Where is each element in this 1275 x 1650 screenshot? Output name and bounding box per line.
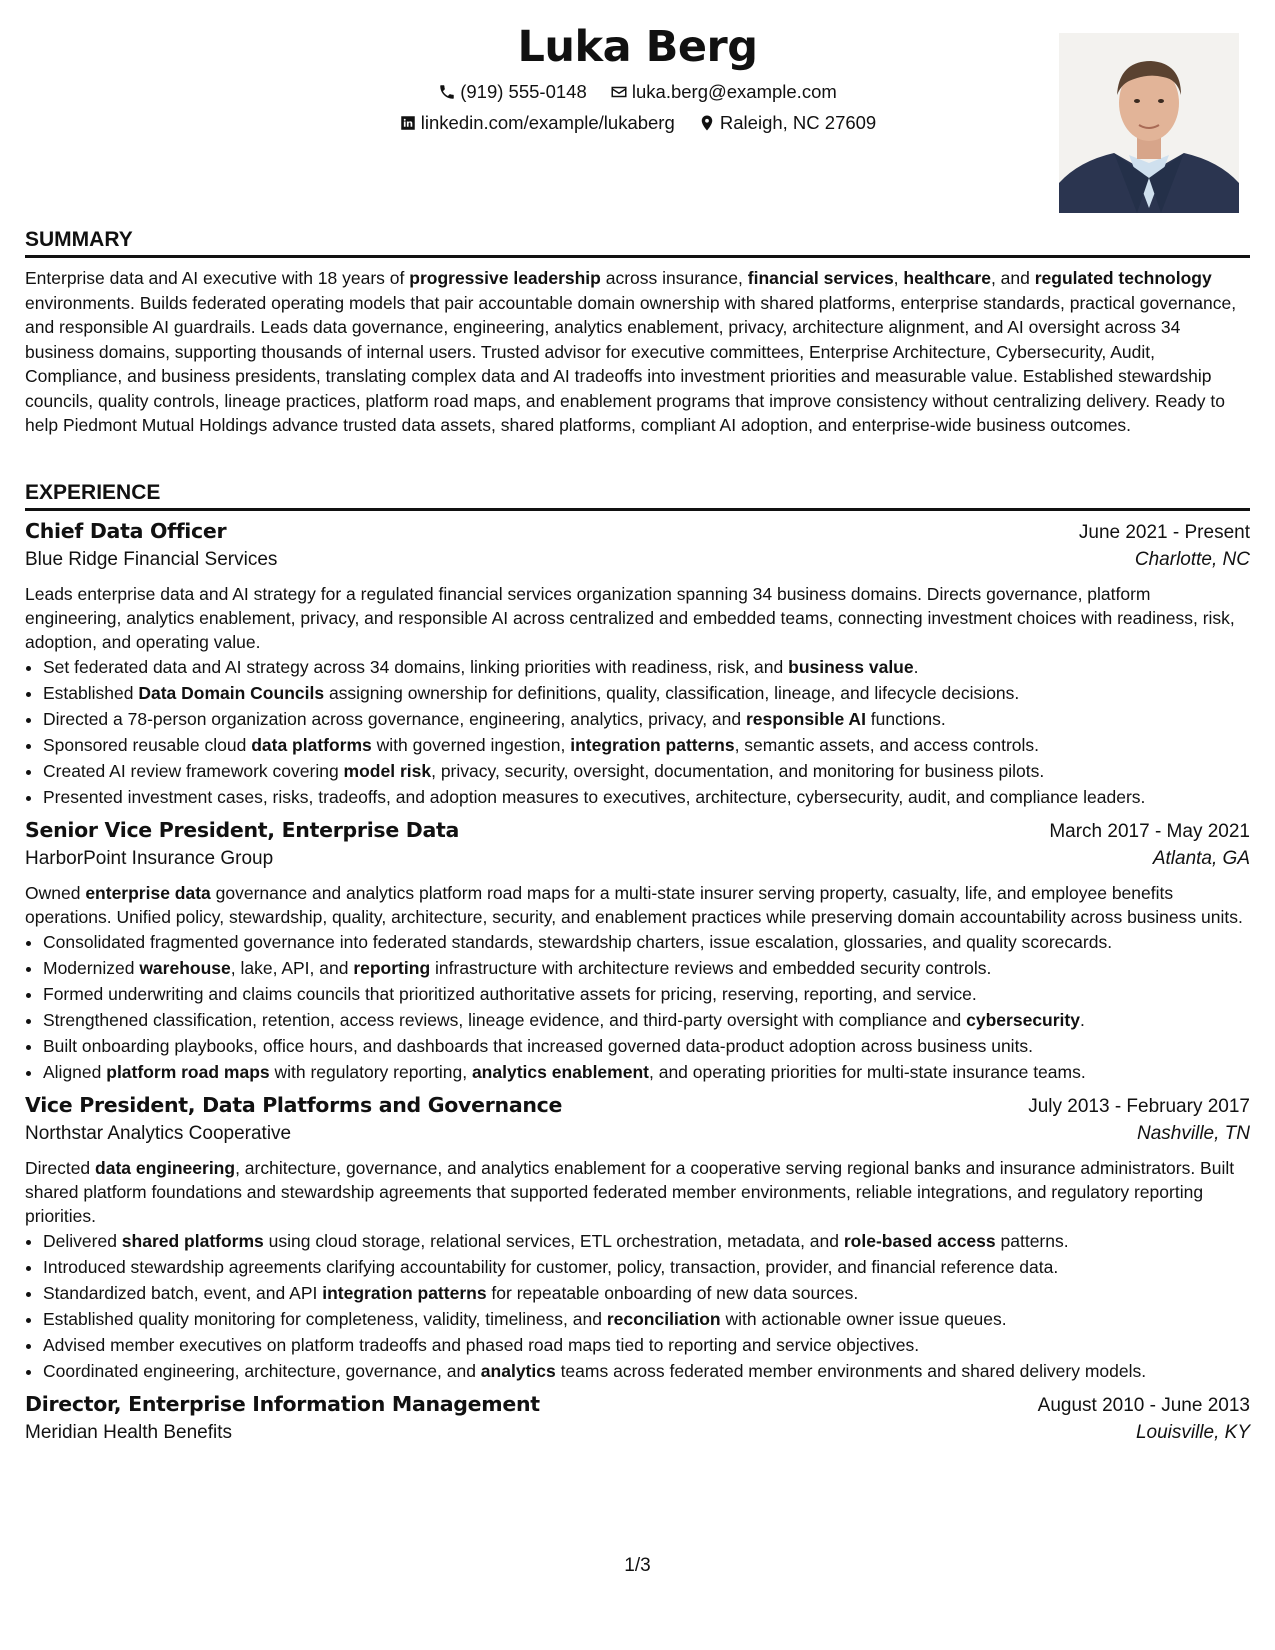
summary-paragraph: [25, 266, 1250, 438]
job-bullet-list: [25, 1228, 1250, 1384]
phone-contact[interactable]: [438, 81, 587, 103]
bold-text: cybersecurity: [966, 1010, 1080, 1030]
text-run: , semantic assets, and access controls.: [734, 735, 1040, 755]
map-pin-icon: [698, 114, 716, 132]
text-run: Aligned: [43, 1062, 107, 1082]
text-run: , and operating priorities for multi-state insurance teams.: [648, 1062, 1086, 1082]
job-bullet-list: [25, 654, 1250, 810]
bold-text: reporting: [353, 958, 431, 978]
text-run: Delivered: [43, 1231, 122, 1251]
text-run: Consolidated fragmented governance into federated standards, stewardship charters, issue escalation, glossaries, and quality scorecards.: [43, 932, 1113, 952]
location-contact: [698, 112, 876, 134]
job-description: [25, 582, 1250, 654]
job-entry: [25, 519, 1250, 810]
list-item: [43, 1007, 1250, 1033]
job-dates: June 2021 - Present: [1078, 522, 1250, 543]
linkedin-icon: [399, 114, 417, 132]
job-entry: [25, 1093, 1250, 1384]
job-company: Northstar Analytics Cooperative: [25, 1123, 292, 1144]
text-run: Established: [43, 683, 139, 703]
bold-text: warehouse: [139, 958, 231, 978]
bold-text: reconciliation: [606, 1309, 721, 1329]
bold-text: model risk: [343, 761, 432, 781]
text-run: Formed underwriting and claims councils that prioritized authoritative assets for pricing, reserving, reporting, and service.: [43, 984, 977, 1004]
job-header: [25, 519, 1250, 549]
bold-text: regulated technology: [1034, 268, 1212, 288]
text-run: Created AI review framework covering: [43, 761, 344, 781]
text-run: .: [913, 657, 919, 677]
text-run: Enterprise data and AI executive with 18 years of: [25, 268, 410, 288]
list-item: [43, 1332, 1250, 1358]
envelope-icon: [610, 83, 628, 101]
summary-heading: SUMMARY: [25, 228, 1250, 258]
list-item: [43, 929, 1250, 955]
list-item: [43, 1306, 1250, 1332]
job-location: Louisville, KY: [1135, 1422, 1250, 1443]
job-description: [25, 1156, 1250, 1228]
job-description: [25, 881, 1250, 929]
text-run: , architecture, governance, and analytics enablement for a cooperative serving regional banks and insurance administrators. Built shared platform foundations and stewardship agreements that supported federated member environments, reliable integrations, and regulatory reporting priorities.: [25, 1158, 1235, 1226]
text-run: for repeatable onboarding of new data sources.: [486, 1283, 859, 1303]
job-subheader: [25, 549, 1250, 579]
experience-heading: EXPERIENCE: [25, 481, 1250, 511]
location-text: Raleigh, NC 27609: [719, 112, 877, 133]
text-run: Set federated data and AI strategy across 34 domains, linking priorities with readiness, risk, and: [43, 657, 789, 677]
text-run: , and: [990, 268, 1035, 288]
text-run: with actionable owner issue queues.: [720, 1309, 1007, 1329]
text-run: using cloud storage, relational services, ETL orchestration, metadata, and: [263, 1231, 844, 1251]
bold-text: financial services: [747, 268, 894, 288]
bold-text: platform road maps: [106, 1062, 270, 1082]
list-item: [43, 654, 1250, 680]
bold-text: enterprise data: [85, 883, 211, 903]
linkedin-text: linkedin.com/example/lukaberg: [420, 112, 675, 133]
text-run: Presented investment cases, risks, tradeoffs, and adoption measures to executives, architecture, cybersecurity, audit, and compliance leaders.: [43, 787, 1146, 807]
job-dates: August 2010 - June 2013: [1037, 1395, 1250, 1416]
job-company: Blue Ridge Financial Services: [25, 549, 278, 570]
job-title: Chief Data Officer: [25, 519, 227, 543]
list-item: [43, 680, 1250, 706]
text-run: teams across federated member environments and shared delivery models.: [555, 1361, 1147, 1381]
text-run: ,: [893, 268, 904, 288]
bold-text: analytics: [480, 1361, 556, 1381]
bold-text: progressive leadership: [409, 268, 601, 288]
text-run: Introduced stewardship agreements clarifying accountability for customer, policy, transaction, provider, and financial reference data.: [43, 1257, 1059, 1277]
job-entry: [25, 818, 1250, 1085]
experience-section: [25, 481, 1250, 1452]
text-run: , lake, API, and: [230, 958, 354, 978]
job-header: [25, 1093, 1250, 1123]
resume-page: [25, 0, 1250, 1650]
list-item: [43, 758, 1250, 784]
text-run: Modernized: [43, 958, 140, 978]
experience-list: [25, 519, 1250, 1452]
text-run: Standardized batch, event, and API: [43, 1283, 323, 1303]
text-run: , privacy, security, oversight, documentation, and monitoring for business pilots.: [431, 761, 1045, 781]
text-run: patterns.: [995, 1231, 1069, 1251]
job-subheader: [25, 1422, 1250, 1452]
email-text: luka.berg@example.com: [631, 81, 837, 102]
job-company: Meridian Health Benefits: [25, 1422, 232, 1443]
profile-photo: [1059, 33, 1239, 213]
text-run: assigning ownership for definitions, quality, classification, lineage, and lifecycle decisions.: [324, 683, 1020, 703]
text-run: infrastructure with architecture reviews and embedded security controls.: [430, 958, 992, 978]
linkedin-contact[interactable]: [399, 112, 675, 134]
text-run: Established quality monitoring for completeness, validity, timeliness, and: [43, 1309, 607, 1329]
job-entry: [25, 1392, 1250, 1452]
summary-section: [25, 228, 1250, 438]
job-header: [25, 1392, 1250, 1422]
bold-text: responsible AI: [746, 709, 866, 729]
text-run: with regulatory reporting,: [269, 1062, 472, 1082]
list-item: [43, 981, 1250, 1007]
text-run: Coordinated engineering, architecture, governance, and: [43, 1361, 481, 1381]
job-company: HarborPoint Insurance Group: [25, 848, 274, 869]
text-run: across insurance,: [600, 268, 748, 288]
job-subheader: [25, 848, 1250, 878]
text-run: functions.: [865, 709, 946, 729]
bold-text: role-based access: [843, 1231, 996, 1251]
list-item: [43, 1228, 1250, 1254]
text-run: environments. Builds federated operating models that pair accountable domain ownership with shared platforms, enterprise standards, practical governance, and responsible AI guardrails. Leads data governance, engineering, analytics enablement, privacy, architecture alignment, and AI oversight across 34 business domains, supporting thousands of internal users. Trusted advisor for executive committees, Enterprise Architecture, Cybersecurity, Audit, Compliance, and business presidents, translating complex data and AI tradeoffs into investment priorities and measurable value. Established stewardship councils, quality controls, lineage practices, platform road maps, and enablement programs that improve consistency without centralizing delivery. Ready to help Piedmont Mutual Holdings advance trusted data assets, shared platforms, compliant AI adoption, and enterprise-wide business outcomes.: [25, 292, 1237, 435]
list-item: [43, 784, 1250, 810]
list-item: [43, 1280, 1250, 1306]
text-run: Strengthened classification, retention, access reviews, lineage evidence, and third-party oversight with compliance and: [43, 1010, 967, 1030]
text-run: Sponsored reusable cloud: [43, 735, 252, 755]
job-subheader: [25, 1123, 1250, 1153]
list-item: [43, 732, 1250, 758]
bold-text: analytics enablement: [471, 1062, 649, 1082]
job-header: [25, 818, 1250, 848]
bold-text: Data Domain Councils: [138, 683, 325, 703]
text-run: Directed a 78-person organization across governance, engineering, analytics, privacy, and: [43, 709, 746, 729]
bold-text: integration patterns: [322, 1283, 487, 1303]
text-run: Owned: [25, 883, 86, 903]
bold-text: shared platforms: [121, 1231, 264, 1251]
candidate-name: Luka Berg: [517, 22, 758, 72]
job-title: Vice President, Data Platforms and Governance: [25, 1093, 563, 1117]
job-dates: March 2017 - May 2021: [1049, 821, 1250, 842]
phone-text: (919) 555-0148: [460, 81, 587, 102]
text-run: Directed: [25, 1158, 96, 1178]
text-run: .: [1079, 1010, 1085, 1030]
job-title: Senior Vice President, Enterprise Data: [25, 818, 460, 842]
list-item: [43, 1033, 1250, 1059]
text-run: with governed ingestion,: [371, 735, 571, 755]
job-title: Director, Enterprise Information Management: [25, 1392, 540, 1416]
job-bullet-list: [25, 929, 1250, 1085]
phone-icon: [438, 83, 456, 101]
text-run: Advised member executives on platform tradeoffs and phased road maps tied to reporting and service objectives.: [43, 1335, 920, 1355]
job-location: Charlotte, NC: [1134, 549, 1250, 570]
job-location: Nashville, TN: [1137, 1123, 1250, 1144]
text-run: Leads enterprise data and AI strategy for a regulated financial services organization spanning 34 business domains. Directs governance, platform engineering, analytics enablement, privacy, and responsible AI across centralized and embedded teams, connecting investment choices with readiness, risk, adoption, and operating value.: [25, 584, 1235, 652]
list-item: [43, 955, 1250, 981]
page-number: 1/3: [624, 1555, 651, 1576]
list-item: [43, 1059, 1250, 1085]
list-item: [43, 1358, 1250, 1384]
job-location: Atlanta, GA: [1152, 848, 1250, 869]
job-dates: July 2013 - February 2017: [1028, 1096, 1250, 1117]
bold-text: data engineering: [95, 1158, 236, 1178]
resume-header: [25, 0, 1250, 220]
list-item: [43, 1254, 1250, 1280]
text-run: Built onboarding playbooks, office hours, and dashboards that increased governed data-product adoption across business units.: [43, 1036, 1034, 1056]
text-run: governance and analytics platform road maps for a multi-state insurer serving property, casualty, life, and employee benefits operations. Unified policy, stewardship, quality, architecture, security, and enablement practices while preserving domain accountability across business units.: [25, 883, 1243, 927]
list-item: [43, 706, 1250, 732]
bold-text: integration patterns: [570, 735, 735, 755]
bold-text: healthcare: [903, 268, 991, 288]
email-contact[interactable]: [610, 81, 837, 103]
bold-text: data platforms: [251, 735, 372, 755]
profile-photo-illustration: [1059, 33, 1239, 213]
bold-text: business value: [788, 657, 914, 677]
